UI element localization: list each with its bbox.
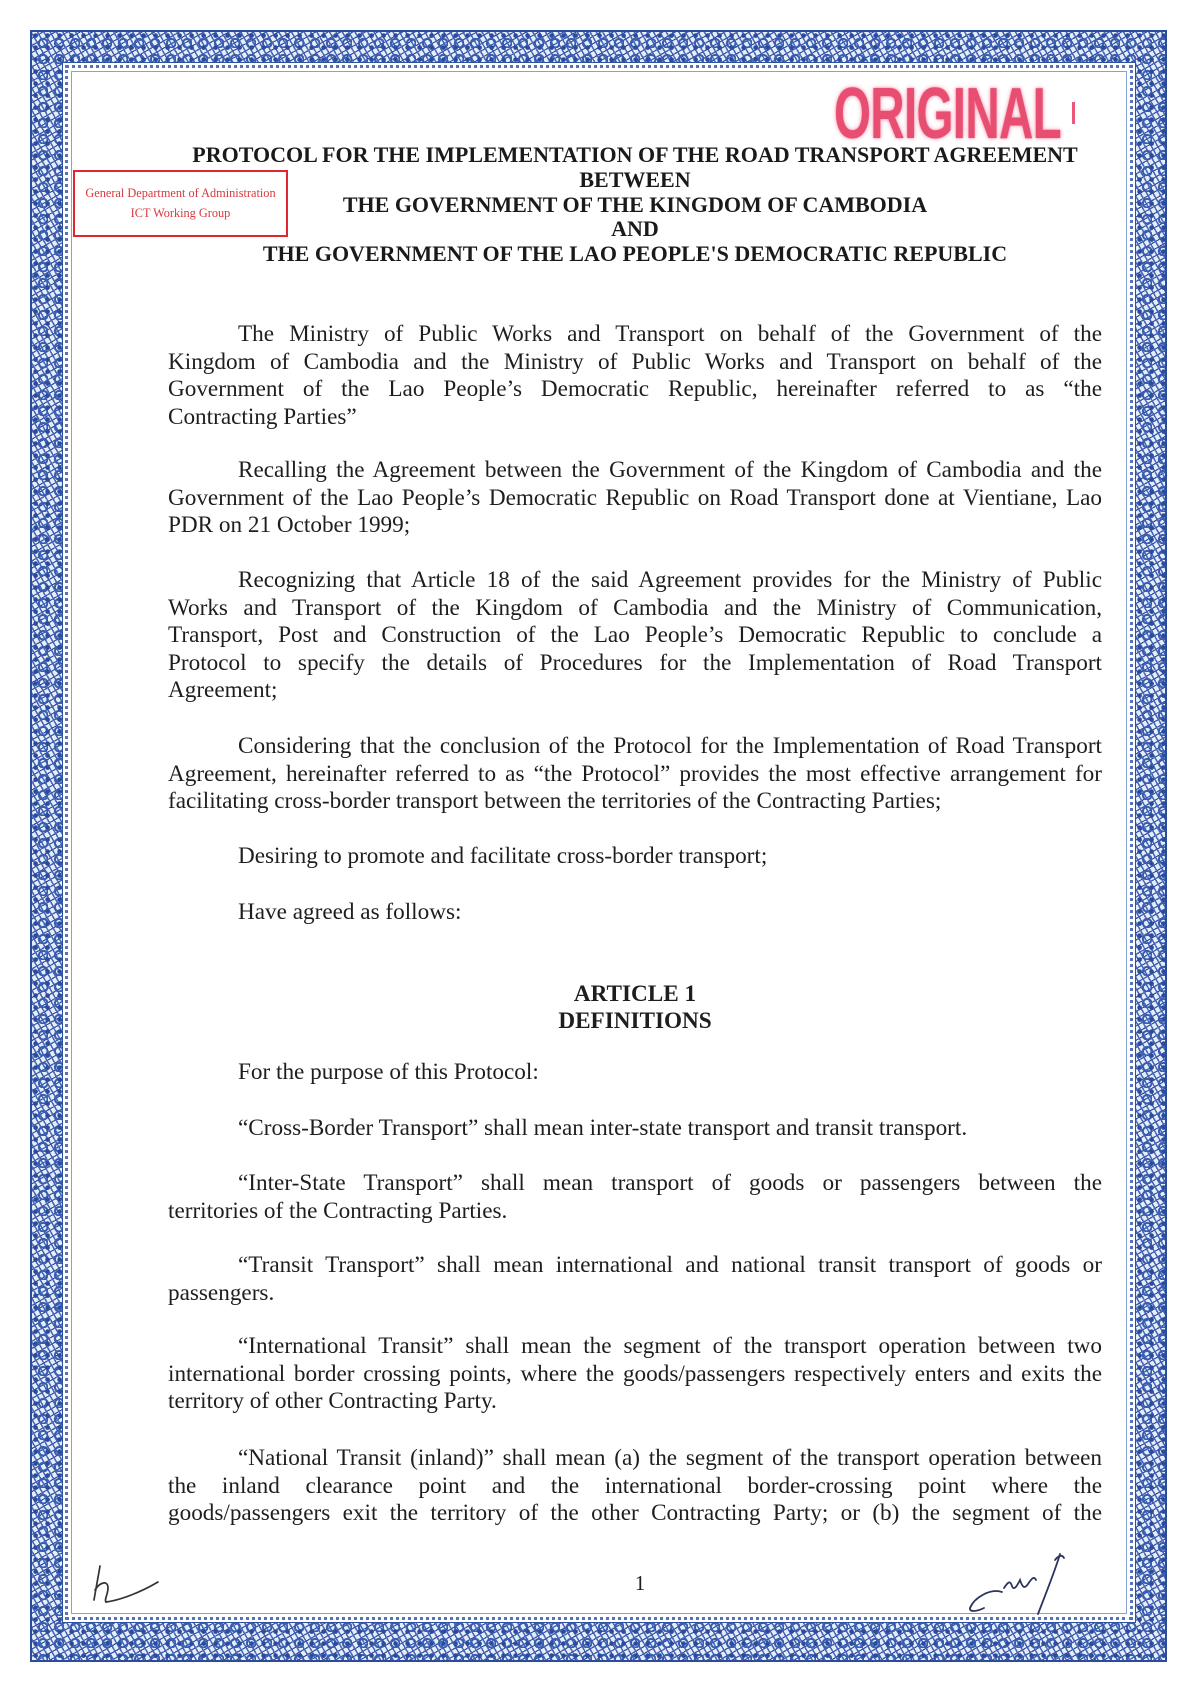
definition-paragraph: [168, 1170, 1102, 1225]
text-line: Agreement;: [168, 677, 278, 704]
text-line: Considering that the conclusion of the Protocol for the Implementation of Road Transport: [238, 733, 1102, 759]
text-line: Protocol to specify the details of Procedures for the Implementation of Road Transport: [168, 649, 1102, 676]
title-line: THE GOVERNMENT OF THE LAO PEOPLE'S DEMOCRATIC REPUBLIC: [262, 241, 1008, 267]
definition-paragraph: [168, 1252, 1102, 1307]
text-line: The Ministry of Public Works and Transport on behalf of the Government of the: [238, 321, 1102, 347]
text-line: “Cross-Border Transport” shall mean inter-state transport and transit transport.: [238, 1115, 968, 1141]
text-line: territories of the Contracting Parties.: [168, 1197, 508, 1224]
text-line: “International Transit” shall mean the segment of the transport operation between two: [238, 1333, 1102, 1359]
document-title: [168, 143, 1102, 267]
definition-paragraph: [168, 1445, 1102, 1528]
text-line: territory of other Contracting Party.: [168, 1388, 497, 1415]
text-line: international border crossing points, where the goods/passengers respectively enters and exits the: [168, 1360, 1102, 1387]
text-line: For the purpose of this Protocol:: [238, 1059, 539, 1085]
title-line: PROTOCOL FOR THE IMPLEMENTATION OF THE ROAD TRANSPORT AGREEMENT: [192, 142, 1078, 167]
text-line: Works and Transport of the Kingdom of Cambodia and the Ministry of Communication,: [168, 594, 1102, 621]
definition-paragraph: [168, 1333, 1102, 1416]
signature-left: [86, 1560, 166, 1615]
article-number: ARTICLE 1: [573, 981, 697, 1007]
stamp-mark: [1072, 102, 1075, 124]
text-line: the inland clearance point and the international border-crossing point where the: [168, 1472, 1102, 1499]
header-box-line: ICT Working Group: [130, 206, 231, 220]
preamble-paragraph: [168, 899, 1102, 927]
text-line: Have agreed as follows:: [238, 899, 462, 925]
text-line: Contracting Parties”: [168, 403, 357, 430]
text-line: passengers.: [168, 1279, 275, 1306]
text-line: Government of the Lao People’s Democratic Republic on Road Transport done at Vientiane, Lao: [168, 484, 1102, 511]
text-line: Recalling the Agreement between the Government of the Kingdom of Cambodia and the: [238, 457, 1102, 483]
text-line: Government of the Lao People’s Democratic Republic, hereinafter referred to as “the: [168, 376, 1102, 403]
signature-right: [960, 1548, 1070, 1618]
text-line: facilitating cross-border transport between the territories of the Contracting Parties;: [168, 788, 942, 815]
text-line: “Inter-State Transport” shall mean transport of goods or passengers between the: [238, 1170, 1102, 1196]
article-intro: [168, 1059, 1102, 1087]
text-line: Agreement, hereinafter referred to as “the Protocol” provides the most effective arrangement for: [168, 760, 1102, 787]
header-box-line: General Department of Administration: [85, 186, 276, 200]
preamble-paragraph: [168, 567, 1102, 705]
text-line: Recognizing that Article 18 of the said Agreement provides for the Ministry of Public: [238, 567, 1102, 593]
text-line: Transport, Post and Construction of the Lao People’s Democratic Republic to conclude a: [168, 622, 1102, 649]
text-line: “National Transit (inland)” shall mean (a) the segment of the transport operation between: [238, 1445, 1102, 1471]
text-line: goods/passengers exit the territory of the other Contracting Party; or (b) the segment of the: [168, 1500, 1102, 1527]
preamble-paragraph: [168, 321, 1102, 431]
text-line: “Transit Transport” shall mean international and national transit transport of goods or: [238, 1252, 1102, 1278]
text-line: Desiring to promote and facilitate cross-border transport;: [238, 843, 768, 869]
page-number: 1: [634, 1571, 646, 1595]
article-title: DEFINITIONS: [558, 1008, 712, 1034]
text-line: Kingdom of Cambodia and the Ministry of Public Works and Transport on behalf of the: [168, 348, 1102, 375]
title-line: THE GOVERNMENT OF THE KINGDOM OF CAMBODIA: [342, 191, 928, 217]
title-line: BETWEEN: [579, 166, 691, 192]
article-heading: [168, 981, 1102, 1035]
text-line: PDR on 21 October 1999;: [168, 512, 411, 539]
definition-paragraph: [168, 1115, 1102, 1143]
preamble-paragraph: [168, 733, 1102, 816]
preamble-paragraph: [168, 457, 1102, 540]
preamble-paragraph: [168, 843, 1102, 871]
title-line: AND: [611, 216, 659, 242]
original-stamp: ORIGINAL: [834, 74, 1062, 154]
